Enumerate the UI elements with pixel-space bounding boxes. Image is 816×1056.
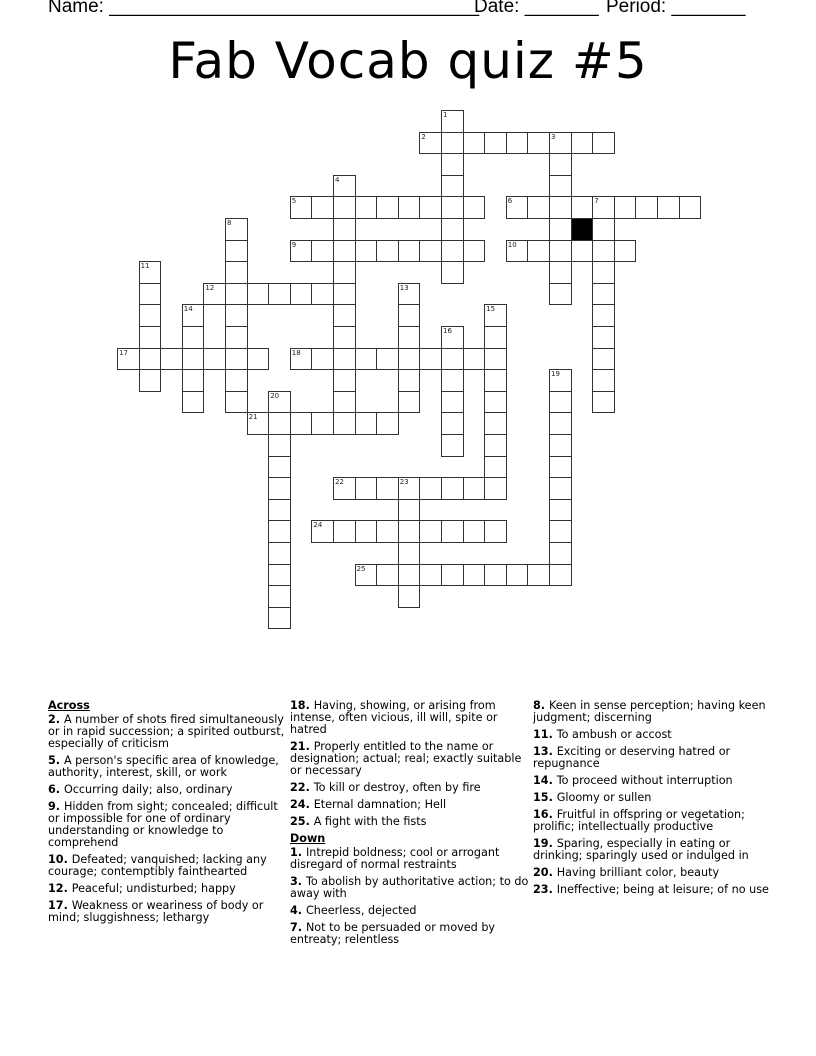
clue-number: 3 <box>551 132 556 141</box>
grid-cell[interactable] <box>311 520 334 543</box>
grid-cell[interactable] <box>441 261 464 284</box>
clue-text: Defeated; vanquished; lacking any courage; contemptibly fainthearted <box>48 853 267 878</box>
grid-cell[interactable] <box>139 348 162 371</box>
grid-cell[interactable] <box>592 261 615 284</box>
grid-cell[interactable] <box>441 434 464 457</box>
grid-cell[interactable] <box>290 196 313 219</box>
grid-cell[interactable] <box>549 477 572 500</box>
grid-cell[interactable] <box>182 391 205 414</box>
clue-number: 2 <box>421 132 426 141</box>
grid-cell[interactable] <box>419 132 442 155</box>
clue-number: 17 <box>119 348 128 357</box>
clue-number: 20 <box>270 391 280 400</box>
clue-number: 1. <box>290 846 306 859</box>
clue-number: 4. <box>290 904 306 917</box>
clue-item <box>533 746 773 770</box>
grid-cell[interactable] <box>398 326 421 349</box>
clue-item <box>533 729 773 741</box>
grid-cell[interactable] <box>441 240 464 263</box>
grid-cell[interactable] <box>333 304 356 327</box>
clues-column-3 <box>533 700 773 901</box>
grid-cell[interactable] <box>333 218 356 241</box>
clue-item <box>48 784 288 796</box>
grid-cell[interactable] <box>333 412 356 435</box>
grid-cell[interactable] <box>355 477 378 500</box>
clue-number: 9. <box>48 800 64 813</box>
clue-number: 12. <box>48 882 72 895</box>
clue-item <box>48 714 288 750</box>
grid-cell[interactable] <box>355 196 378 219</box>
clue-item <box>533 792 773 804</box>
clue-number: 13. <box>533 745 557 758</box>
clue-number: 25 <box>356 564 366 573</box>
clue-text: Cheerless, dejected <box>305 904 417 917</box>
clue-text: Weakness or weariness of body or mind; sluggishness; lethargy <box>48 899 264 924</box>
grid-cell[interactable] <box>398 196 421 219</box>
grid-cell[interactable] <box>484 520 507 543</box>
page-title: Fab Vocab quiz #5 <box>168 32 648 90</box>
grid-cell[interactable] <box>463 240 486 263</box>
grid-cell[interactable] <box>398 564 421 587</box>
grid-cell[interactable] <box>290 283 313 306</box>
grid-cell[interactable] <box>225 283 248 306</box>
clue-text: To abolish by authoritative action; to do away with <box>290 875 529 900</box>
clue-item <box>290 816 530 828</box>
grid-cell[interactable] <box>376 520 399 543</box>
grid-cell[interactable] <box>333 477 356 500</box>
grid-cell[interactable] <box>441 369 464 392</box>
clue-number: 19 <box>551 370 560 379</box>
grid-cell[interactable] <box>290 240 313 263</box>
grid-cell[interactable] <box>182 369 205 392</box>
grid-cell[interactable] <box>333 261 356 284</box>
clue-text: Having brilliant color, beauty <box>556 866 720 879</box>
grid-cell[interactable] <box>160 348 183 371</box>
clue-text: A person's specific area of knowledge, authority, interest, skill, or work <box>48 754 279 779</box>
clue-number: 19. <box>533 837 557 850</box>
clue-text: Occurring daily; also, ordinary <box>63 783 233 796</box>
grid-cell[interactable] <box>484 477 507 500</box>
clue-text: To proceed without interruption <box>556 774 733 787</box>
clue-item <box>533 700 773 724</box>
grid-cell[interactable] <box>225 240 248 263</box>
grid-cell[interactable] <box>592 326 615 349</box>
date-field-label: Date: _______ <box>474 0 599 17</box>
clue-number: 5. <box>48 754 64 767</box>
grid-cell[interactable] <box>225 369 248 392</box>
grid-cell[interactable] <box>549 456 572 479</box>
clue-number: 10. <box>48 853 72 866</box>
clue-text: A fight with the fists <box>313 815 427 828</box>
grid-cell[interactable] <box>614 240 637 263</box>
grid-cell[interactable] <box>398 477 421 500</box>
grid-cell[interactable] <box>376 477 399 500</box>
grid-cell[interactable] <box>441 348 464 371</box>
grid-cell[interactable] <box>376 564 399 587</box>
clue-number: 7 <box>594 197 599 206</box>
clue-number: 4 <box>335 175 340 184</box>
grid-cell[interactable] <box>463 564 486 587</box>
grid-cell[interactable] <box>203 283 226 306</box>
grid-cell[interactable] <box>549 283 572 306</box>
grid-cell[interactable] <box>376 196 399 219</box>
grid-cell[interactable] <box>225 391 248 414</box>
grid-cell[interactable] <box>592 304 615 327</box>
grid-cell[interactable] <box>679 196 702 219</box>
clue-item <box>290 905 530 917</box>
grid-cell[interactable] <box>398 391 421 414</box>
grid-cell[interactable] <box>549 499 572 522</box>
clue-text: Exciting or deserving hatred or repugnance <box>533 745 731 770</box>
grid-cell[interactable] <box>333 369 356 392</box>
grid-cell[interactable] <box>376 348 399 371</box>
grid-cell[interactable] <box>527 240 550 263</box>
grid-cell[interactable] <box>614 196 637 219</box>
clue-text: Hidden from sight; concealed; difficult or impossible for one of ordinary understanding or knowledge to comprehend <box>48 800 278 849</box>
clue-number: 22. <box>290 781 314 794</box>
grid-cell[interactable] <box>398 585 421 608</box>
grid-cell[interactable] <box>398 283 421 306</box>
grid-cell[interactable] <box>333 283 356 306</box>
grid-cell[interactable] <box>592 391 615 414</box>
clue-number: 14 <box>183 305 193 314</box>
grid-cell[interactable] <box>333 326 356 349</box>
grid-cell[interactable] <box>139 326 162 349</box>
grid-cell[interactable] <box>355 564 378 587</box>
grid-cell[interactable] <box>117 348 140 371</box>
grid-cell[interactable] <box>441 175 464 198</box>
grid-cell[interactable] <box>463 196 486 219</box>
grid-cell[interactable] <box>463 477 486 500</box>
clue-number: 17. <box>48 899 72 912</box>
grid-cell[interactable] <box>441 110 464 133</box>
grid-cell[interactable] <box>592 348 615 371</box>
grid-cell[interactable] <box>527 564 550 587</box>
clue-number: 7. <box>290 921 306 934</box>
clue-text: Not to be persuaded or moved by entreaty; relentless <box>290 921 496 946</box>
grid-cell[interactable] <box>290 412 313 435</box>
clue-item <box>533 884 773 896</box>
clue-item <box>48 883 288 895</box>
clue-number: 8. <box>533 699 549 712</box>
grid-cell[interactable] <box>549 261 572 284</box>
clue-item <box>48 801 288 849</box>
clue-text: Having, showing, or arising from intense, often vicious, ill will, spite or hatred <box>290 699 498 736</box>
grid-cell[interactable] <box>549 196 572 219</box>
clue-text: To ambush or accost <box>556 728 672 741</box>
grid-cell[interactable] <box>398 304 421 327</box>
clues-column-2 <box>290 700 530 951</box>
clue-text: Properly entitled to the name or designation; actual; real; exactly suitable or necessary <box>290 740 522 777</box>
grid-cell[interactable] <box>484 564 507 587</box>
clue-text: Ineffective; being at leisure; of no use <box>556 883 769 896</box>
clue-number: 9 <box>291 240 297 249</box>
clue-number: 18 <box>291 348 301 357</box>
grid-cell[interactable] <box>571 132 594 155</box>
grid-cell[interactable] <box>463 132 486 155</box>
grid-cell[interactable] <box>182 348 205 371</box>
grid-cell[interactable] <box>441 564 464 587</box>
clue-number: 22 <box>335 478 344 487</box>
grid-cell[interactable] <box>484 304 507 327</box>
clue-item <box>290 876 530 900</box>
black-cell <box>571 218 594 241</box>
grid-cell[interactable] <box>225 348 248 371</box>
clue-number: 15. <box>533 791 557 804</box>
clue-number: 12 <box>205 283 215 292</box>
grid-cell[interactable] <box>441 218 464 241</box>
grid-cell[interactable] <box>333 348 356 371</box>
grid-cell[interactable] <box>225 261 248 284</box>
clue-text: Keen in sense perception; having keen judgment; discerning <box>533 699 766 724</box>
grid-cell[interactable] <box>549 132 572 155</box>
grid-cell[interactable] <box>139 304 162 327</box>
clue-item <box>290 741 530 777</box>
grid-cell[interactable] <box>419 348 442 371</box>
grid-cell[interactable] <box>225 326 248 349</box>
clue-text: To kill or destroy, often by fire <box>313 781 481 794</box>
clue-number: 13 <box>399 283 409 292</box>
grid-cell[interactable] <box>268 283 291 306</box>
grid-cell[interactable] <box>441 520 464 543</box>
grid-cell[interactable] <box>182 326 205 349</box>
clue-number: 6 <box>507 197 513 206</box>
clue-number: 16. <box>533 808 557 821</box>
grid-cell[interactable] <box>247 412 270 435</box>
grid-cell[interactable] <box>398 542 421 565</box>
grid-cell[interactable] <box>333 196 356 219</box>
clues-column-1 <box>48 700 288 929</box>
clue-number: 18. <box>290 699 314 712</box>
clue-number: 5 <box>291 197 297 206</box>
grid-cell[interactable] <box>441 153 464 176</box>
clue-item <box>290 799 530 811</box>
grid-cell[interactable] <box>441 412 464 435</box>
grid-cell[interactable] <box>549 412 572 435</box>
grid-cell[interactable] <box>549 218 572 241</box>
grid-cell[interactable] <box>139 369 162 392</box>
grid-cell[interactable] <box>333 240 356 263</box>
grid-cell[interactable] <box>592 218 615 241</box>
grid-cell[interactable] <box>139 283 162 306</box>
across-heading: Across <box>48 699 90 712</box>
grid-cell[interactable] <box>376 412 399 435</box>
clue-text: Intrepid boldness; cool or arrogant disregard of normal restraints <box>290 846 500 871</box>
grid-cell[interactable] <box>311 412 334 435</box>
grid-cell[interactable] <box>484 391 507 414</box>
grid-cell[interactable] <box>506 132 529 155</box>
grid-cell[interactable] <box>268 499 291 522</box>
grid-cell[interactable] <box>549 175 572 198</box>
clue-number: 14. <box>533 774 557 787</box>
grid-cell[interactable] <box>398 240 421 263</box>
grid-cell[interactable] <box>527 132 550 155</box>
grid-cell[interactable] <box>376 240 399 263</box>
grid-cell[interactable] <box>398 499 421 522</box>
clue-text: Sparing, especially in eating or drinking; sparingly used or indulged in <box>533 837 749 862</box>
grid-cell[interactable] <box>484 132 507 155</box>
clue-item <box>533 775 773 787</box>
grid-cell[interactable] <box>268 585 291 608</box>
grid-cell[interactable] <box>247 283 270 306</box>
clue-text: Peaceful; undisturbed; happy <box>71 882 236 895</box>
clue-text: Fruitful in offspring or vegetation; prolific; intellectually productive <box>533 808 745 833</box>
clue-number: 8 <box>227 219 232 227</box>
grid-cell[interactable] <box>355 412 378 435</box>
grid-cell[interactable] <box>635 196 658 219</box>
grid-cell[interactable] <box>441 326 464 349</box>
grid-cell[interactable] <box>268 520 291 543</box>
clue-number: 24 <box>313 521 323 530</box>
grid-cell[interactable] <box>506 196 529 219</box>
clue-number: 11 <box>140 262 150 271</box>
grid-cell[interactable] <box>571 196 594 219</box>
grid-cell[interactable] <box>549 240 572 263</box>
grid-cell[interactable] <box>571 240 594 263</box>
clue-text: A number of shots fired simultaneously or in rapid succession; a spirited outburst, especially of criticism <box>48 713 285 750</box>
grid-cell[interactable] <box>592 132 615 155</box>
clue-item <box>290 700 530 736</box>
grid-cell[interactable] <box>290 348 313 371</box>
grid-cell[interactable] <box>527 196 550 219</box>
grid-cell[interactable] <box>268 542 291 565</box>
grid-cell[interactable] <box>484 434 507 457</box>
grid-cell[interactable] <box>268 477 291 500</box>
clue-item <box>48 900 288 924</box>
grid-cell[interactable] <box>419 477 442 500</box>
grid-cell[interactable] <box>247 348 270 371</box>
grid-cell[interactable] <box>549 153 572 176</box>
clue-item <box>290 847 530 871</box>
grid-cell[interactable] <box>311 196 334 219</box>
grid-cell[interactable] <box>484 369 507 392</box>
clue-text: Eternal damnation; Hell <box>313 798 447 811</box>
grid-cell[interactable] <box>441 477 464 500</box>
clue-number: 16 <box>443 327 452 335</box>
clue-number: 10 <box>507 240 517 249</box>
grid-cell[interactable] <box>441 132 464 155</box>
clue-number: 2. <box>48 713 64 726</box>
grid-cell[interactable] <box>268 434 291 457</box>
grid-cell[interactable] <box>506 240 529 263</box>
clue-number: 3. <box>290 875 306 888</box>
clue-number: 20. <box>533 866 557 879</box>
clue-item <box>290 782 530 794</box>
grid-cell[interactable] <box>549 391 572 414</box>
grid-cell[interactable] <box>203 348 226 371</box>
grid-cell[interactable] <box>225 304 248 327</box>
clue-number: 15 <box>486 305 496 314</box>
clue-item <box>290 922 530 946</box>
name-field-label: Name: ___________________________________ <box>48 0 480 17</box>
grid-cell[interactable] <box>463 348 486 371</box>
clue-number: 21 <box>248 413 258 422</box>
grid-cell[interactable] <box>484 456 507 479</box>
grid-cell[interactable] <box>419 240 442 263</box>
grid-cell[interactable] <box>311 348 334 371</box>
grid-cell[interactable] <box>506 564 529 587</box>
grid-cell[interactable] <box>398 348 421 371</box>
grid-cell[interactable] <box>549 434 572 457</box>
grid-cell[interactable] <box>182 304 205 327</box>
grid-cell[interactable] <box>355 348 378 371</box>
grid-cell[interactable] <box>441 196 464 219</box>
grid-cell[interactable] <box>333 391 356 414</box>
clue-item <box>48 854 288 878</box>
grid-cell[interactable] <box>311 240 334 263</box>
grid-cell[interactable] <box>592 283 615 306</box>
grid-cell[interactable] <box>398 369 421 392</box>
grid-cell[interactable] <box>268 412 291 435</box>
grid-cell[interactable] <box>549 564 572 587</box>
grid-cell[interactable] <box>657 196 680 219</box>
clue-number: 11. <box>533 728 557 741</box>
clue-number: 6. <box>48 783 64 796</box>
grid-cell[interactable] <box>484 412 507 435</box>
grid-cell[interactable] <box>592 369 615 392</box>
grid-cell[interactable] <box>592 196 615 219</box>
grid-cell[interactable] <box>592 240 615 263</box>
clue-item <box>533 867 773 879</box>
clue-item <box>48 755 288 779</box>
grid-cell[interactable] <box>268 607 291 630</box>
clue-item <box>533 809 773 833</box>
grid-cell[interactable] <box>419 520 442 543</box>
grid-cell[interactable] <box>268 564 291 587</box>
grid-cell[interactable] <box>549 542 572 565</box>
grid-cell[interactable] <box>419 196 442 219</box>
grid-cell[interactable] <box>225 218 248 241</box>
clue-number: 23 <box>399 478 409 487</box>
clue-item <box>533 838 773 862</box>
grid-cell[interactable] <box>311 283 334 306</box>
down-heading: Down <box>290 832 326 845</box>
grid-cell[interactable] <box>139 261 162 284</box>
grid-cell[interactable] <box>484 326 507 349</box>
period-field-label: Period: _______ <box>606 0 746 17</box>
grid-cell[interactable] <box>484 348 507 371</box>
grid-cell[interactable] <box>268 456 291 479</box>
clue-number: 25. <box>290 815 314 828</box>
grid-cell[interactable] <box>333 175 356 198</box>
grid-cell[interactable] <box>398 520 421 543</box>
clue-text: Gloomy or sullen <box>556 791 652 804</box>
grid-cell[interactable] <box>549 520 572 543</box>
grid-cell[interactable] <box>549 369 572 392</box>
clue-number: 24. <box>290 798 314 811</box>
grid-cell[interactable] <box>268 391 291 414</box>
grid-cell[interactable] <box>355 240 378 263</box>
clue-number: 23. <box>533 883 557 896</box>
grid-cell[interactable] <box>355 520 378 543</box>
grid-cell[interactable] <box>441 391 464 414</box>
grid-cell[interactable] <box>419 564 442 587</box>
grid-cell[interactable] <box>463 520 486 543</box>
clue-number: 1 <box>443 111 448 119</box>
grid-cell[interactable] <box>333 520 356 543</box>
clue-number: 21. <box>290 740 314 753</box>
